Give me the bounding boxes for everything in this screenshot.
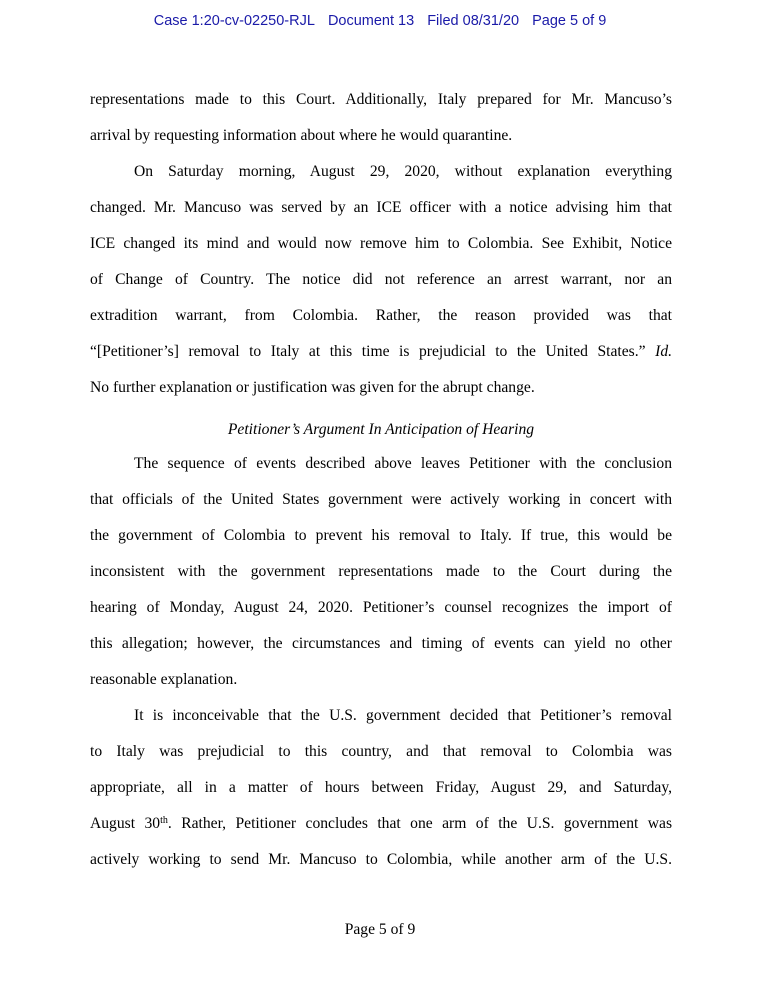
text-line: The sequence of events described above leaves Petitioner with the conclusion bbox=[134, 455, 672, 472]
ecf-filing-header bbox=[0, 13, 760, 29]
paragraph-argument bbox=[90, 448, 672, 700]
document-body bbox=[90, 84, 672, 880]
paragraph-continued bbox=[90, 84, 672, 156]
text-fragment: . Rather, Petitioner concludes that one arm of the U.S. government was bbox=[167, 815, 673, 832]
text-line: the government of Colombia to prevent his removal to Italy. If true, this would be bbox=[90, 527, 672, 544]
filed-date: Filed 08/31/20 bbox=[427, 13, 520, 29]
ordinal-suffix: th bbox=[160, 815, 168, 826]
text-line: arrival by requesting information about where he would quarantine. bbox=[90, 127, 513, 144]
document-number: Document 13 bbox=[327, 13, 415, 29]
text-line: this allegation; however, the circumstances and timing of events can yield no other bbox=[90, 635, 672, 652]
section-heading: Petitioner’s Argument In Anticipation of Hearing bbox=[227, 421, 535, 438]
text-line: hearing of Monday, August 24, 2020. Petitioner’s counsel recognizes the import of bbox=[90, 599, 672, 616]
text-line: inconsistent with the government representations made to the Court during the bbox=[90, 563, 672, 580]
case-number: Case 1:20-cv-02250-RJL bbox=[153, 13, 315, 29]
text-line: It is inconceivable that the U.S. government decided that Petitioner’s removal bbox=[134, 707, 672, 724]
text-line: ICE changed its mind and would now remove him to Colombia. See Exhibit, Notice bbox=[90, 235, 672, 252]
quoted-reason: “[Petitioner’s] removal to Italy at this time is prejudicial to the United States.” bbox=[90, 343, 646, 360]
page-footer: Page 5 of 9 bbox=[344, 921, 416, 938]
text-line: On Saturday morning, August 29, 2020, without explanation everything bbox=[134, 163, 672, 180]
text-line: changed. Mr. Mancuso was served by an ICE officer with a notice advising him that bbox=[90, 199, 672, 216]
text-line: to Italy was prejudicial to this country, and that removal to Colombia was bbox=[90, 743, 672, 760]
text-line: reasonable explanation. bbox=[90, 671, 238, 688]
text-line: extradition warrant, from Colombia. Rather, the reason provided was that bbox=[90, 307, 672, 324]
citation-id: Id. bbox=[655, 343, 673, 360]
text-line: No further explanation or justification was given for the abrupt change. bbox=[90, 379, 535, 396]
text-line: actively working to send Mr. Mancuso to Colombia, while another arm of the U.S. bbox=[90, 851, 672, 868]
text-line: representations made to this Court. Additionally, Italy prepared for Mr. Mancuso’s bbox=[90, 91, 672, 108]
text-line bbox=[90, 336, 672, 372]
header-page-number: Page 5 of 9 bbox=[532, 13, 607, 29]
paragraph-inconceivable bbox=[90, 700, 672, 880]
text-line: that officials of the United States government were actively working in concert with bbox=[90, 491, 672, 508]
text-line: appropriate, all in a matter of hours between Friday, August 29, and Saturday, bbox=[90, 779, 672, 796]
date-text: August 30 bbox=[90, 815, 161, 832]
text-line: of Change of Country. The notice did not reference an arrest warrant, nor an bbox=[90, 271, 672, 288]
text-line bbox=[90, 808, 672, 844]
paragraph-notice-change bbox=[90, 156, 672, 408]
